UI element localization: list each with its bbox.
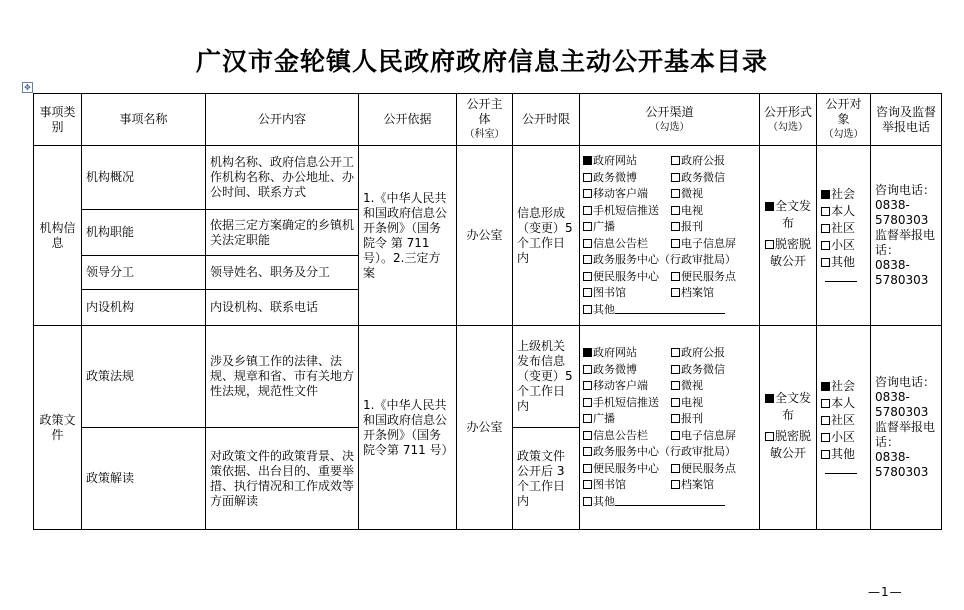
basis-cell: 1.《中华人民共和国政府信息公开条例》（国务院令第 711 号） [359,326,457,530]
target-label: 社区 [831,412,856,427]
item-name: 机构概况 [82,146,206,210]
checkbox-icon[interactable] [583,398,592,407]
checkbox-icon[interactable] [671,480,680,489]
contact-cell [871,146,942,326]
checkbox-icon[interactable] [671,239,680,248]
checked-box-icon[interactable] [583,156,592,165]
channel-option[interactable] [671,153,753,170]
checkbox-icon[interactable] [583,431,592,440]
form-cell [760,326,817,530]
page-number: —1— [868,585,903,599]
channel-label: 政务服务中心（行政审批局） [593,253,736,266]
channel-option[interactable] [671,428,753,445]
target-label: 其他 [831,446,856,461]
category-cell: 政策文件 [34,326,82,530]
item-content: 涉及乡镇工作的法律、法规、规章和省、市有关地方性法规，规范性文件 [206,326,359,428]
channel-option[interactable] [583,236,671,253]
channel-label: 政府网站 [593,154,637,167]
channel-option[interactable] [671,285,753,302]
header-content: 公开内容 [206,94,359,146]
header-subject-sub: （科室） [464,129,505,140]
target-label: 社会 [831,186,856,201]
target-options [821,186,866,286]
disclosure-table [33,93,942,530]
channel-option[interactable] [583,153,671,170]
header-target [817,94,871,146]
channel-option[interactable] [583,203,671,220]
item-name: 政策法规 [82,326,206,428]
time-cell: 政策文件公开后 3 个工作日内 [513,428,580,530]
channel-label: 电子信息屏 [681,428,736,442]
channel-option[interactable] [583,461,671,478]
header-subject-label: 公开主体 [466,97,503,126]
checkbox-icon[interactable] [583,464,592,473]
header-form [760,94,817,146]
checkbox-icon[interactable] [671,365,680,374]
channel-option[interactable] [671,170,753,187]
channel-label: 广播 [593,412,615,425]
target-options [821,378,866,478]
consult-label: 咨询电话： [875,183,936,197]
checkbox-icon[interactable] [671,189,680,198]
target-label: 其他 [831,254,856,269]
channel-option[interactable] [583,378,671,395]
channel-label: 档案馆 [681,478,714,491]
channel-label: 手机短信推送 [593,203,659,217]
item-name: 内设机构 [82,290,206,326]
checkbox-icon[interactable] [583,255,592,264]
blank-line [825,463,857,474]
channel-option[interactable] [671,477,753,494]
channel-option[interactable] [671,203,753,220]
form-options [764,198,812,270]
checkbox-icon[interactable] [671,348,680,357]
target-option[interactable] [821,203,866,220]
target-option[interactable] [821,412,866,429]
item-content: 机构名称、政府信息公开工作机构名称、办公地址、办公时间、联系方式 [206,146,359,210]
target-label: 社会 [831,378,856,393]
item-name: 机构职能 [82,210,206,256]
channel-option[interactable] [583,494,753,511]
category-cell: 机构信息 [34,146,82,326]
checkbox-icon[interactable] [821,399,830,408]
channel-option[interactable] [583,219,671,236]
channel-label: 报刊 [681,412,703,425]
channel-label: 政府公报 [681,154,725,167]
channel-option[interactable] [583,302,753,319]
channel-label: 信息公告栏 [593,428,648,442]
channel-option[interactable] [671,378,753,395]
header-time: 公开时限 [513,94,580,146]
basis-cell: 1.《中华人民共和国政府信息公开条例》（国务院令 第 711 号）。2.三定方案 [359,146,457,326]
target-label: 社区 [831,220,856,235]
target-option[interactable] [821,378,866,395]
header-channel-label: 公开渠道 [645,104,694,119]
target-label: 本人 [831,203,856,218]
checkbox-icon[interactable] [821,207,830,216]
channel-option[interactable] [583,477,671,494]
target-option[interactable] [821,254,866,271]
channel-option[interactable] [583,285,671,302]
channel-option[interactable] [671,219,753,236]
channel-option[interactable] [671,269,753,286]
channel-option[interactable] [583,362,671,379]
channel-list [583,153,756,318]
channel-label: 报刊 [681,220,703,233]
header-contact: 咨询及监督举报电话 [871,94,942,146]
header-channel-sub: （勾选） [649,121,690,133]
time-cell: 信息形成（变更）5 个工作日内 [513,146,580,326]
channel-label: 政府网站 [593,346,637,359]
checkbox-icon[interactable] [583,206,592,215]
target-option[interactable] [821,237,866,254]
channel-label: 移动客户端 [593,187,648,200]
channel-label: 电视 [681,395,703,409]
header-target-sub: （勾选） [823,129,864,140]
item-name: 政策解读 [82,428,206,530]
target-cell [817,326,871,530]
item-content: 内设机构、联系电话 [206,290,359,326]
checkbox-icon[interactable] [583,447,592,456]
form-label: 全文发布 [774,198,811,230]
form-options [764,390,812,462]
target-cell [817,146,871,326]
target-option[interactable] [821,395,866,412]
channel-option[interactable] [583,411,671,428]
subject-cell: 办公室 [457,326,513,530]
checkbox-icon[interactable] [821,241,830,250]
channel-label: 便民服务中心 [593,461,659,475]
checkbox-icon[interactable] [821,224,830,233]
channel-label: 微视 [681,187,703,200]
checkbox-icon[interactable] [583,222,592,231]
target-option[interactable] [821,446,866,463]
channel-label: 微视 [681,379,703,392]
form-option[interactable] [764,428,812,462]
checkbox-icon[interactable] [821,450,830,459]
checkbox-icon[interactable] [583,480,592,489]
channel-label: 政务微信 [681,170,725,184]
checkbox-icon[interactable] [583,272,592,281]
channel-label: 移动客户端 [593,379,648,392]
channel-option[interactable] [583,170,671,187]
checkbox-icon[interactable] [583,381,592,390]
channel-label: 政务微信 [681,362,725,376]
checked-box-icon[interactable] [765,202,774,211]
channel-label: 其他 [593,302,615,316]
channel-label: 广播 [593,220,615,233]
checkbox-icon[interactable] [583,239,592,248]
checkbox-icon[interactable] [671,222,680,231]
channel-option[interactable] [583,345,671,362]
checkbox-icon[interactable] [671,272,680,281]
checkbox-icon[interactable] [583,189,592,198]
channel-label: 图书馆 [593,478,626,491]
checkbox-icon[interactable] [671,414,680,423]
subject-cell: 办公室 [457,146,513,326]
channel-label: 便民服务点 [681,461,736,475]
channel-option[interactable] [671,186,753,203]
channel-cell [580,326,760,530]
form-option[interactable] [764,390,812,424]
channel-label: 便民服务中心 [593,269,659,283]
checkbox-icon[interactable] [671,398,680,407]
channel-option[interactable] [671,345,753,362]
report-label: 监督举报电话： [875,420,936,449]
checkbox-icon[interactable] [671,156,680,165]
channel-label: 政务微博 [593,362,637,376]
item-name: 领导分工 [82,256,206,290]
checkbox-icon[interactable] [821,258,830,267]
channel-option[interactable] [583,395,671,412]
channel-label: 政务微博 [593,170,637,184]
item-content: 对政策文件的政策背景、决策依据、出台目的、重要举措、执行情况和工作成效等方面解读 [206,428,359,530]
checked-box-icon[interactable] [821,190,830,199]
consult-number: 0838-5780303 [875,198,929,227]
checkbox-icon[interactable] [765,240,774,249]
header-form-sub: （勾选） [768,121,808,133]
checkbox-icon[interactable] [583,305,592,314]
checkbox-icon[interactable] [583,288,592,297]
target-option[interactable] [821,186,866,203]
form-option[interactable] [764,236,812,270]
report-number: 0838-5780303 [875,258,929,287]
consult-number: 0838-5780303 [875,390,929,419]
channel-option[interactable] [671,362,753,379]
checkbox-icon[interactable] [765,432,774,441]
checkbox-icon[interactable] [583,497,592,506]
report-number: 0838-5780303 [875,450,929,479]
contact-cell [871,326,942,530]
channel-label: 政府公报 [681,346,725,359]
checkbox-icon[interactable] [671,431,680,440]
channel-option[interactable] [671,411,753,428]
channel-list [583,345,756,510]
form-label: 脱密脱敏公开 [769,428,811,460]
checkbox-icon[interactable] [821,416,830,425]
checkbox-icon[interactable] [671,173,680,182]
header-subject [457,94,513,146]
consult-label: 咨询电话： [875,375,936,389]
header-name: 事项名称 [82,94,206,146]
header-category: 事项类别 [34,94,82,146]
checkbox-icon[interactable] [583,414,592,423]
channel-option[interactable] [583,252,753,269]
form-option[interactable] [764,198,812,232]
channel-option[interactable] [671,236,753,253]
document-title: 广汉市金轮镇人民政府政府信息主动公开基本目录 [195,47,768,76]
checked-box-icon[interactable] [765,394,774,403]
channel-label: 其他 [593,494,615,508]
item-content: 领导姓名、职务及分工 [206,256,359,290]
checked-box-icon[interactable] [583,348,592,357]
channel-option[interactable] [583,428,671,445]
channel-label: 档案馆 [681,286,714,299]
header-basis: 公开依据 [359,94,457,146]
channel-option[interactable] [583,444,753,461]
header-form-label: 公开形式 [764,104,813,119]
form-label: 脱密脱敏公开 [769,236,811,268]
channel-option[interactable] [671,461,753,478]
checkbox-icon[interactable] [671,206,680,215]
checkbox-icon[interactable] [671,464,680,473]
blank-line [615,494,725,506]
target-option[interactable] [821,220,866,237]
form-label: 全文发布 [774,390,811,422]
channel-option[interactable] [583,186,671,203]
target-label: 小区 [831,237,856,252]
table-move-icon[interactable]: ✥ [22,82,33,93]
channel-label: 手机短信推送 [593,395,659,409]
report-label: 监督举报电话： [875,228,936,257]
form-cell [760,146,817,326]
checkbox-icon[interactable] [671,288,680,297]
item-content: 依据三定方案确定的乡镇机关法定职能 [206,210,359,256]
target-label: 小区 [831,429,856,444]
target-label: 本人 [831,395,856,410]
channel-label: 政务服务中心（行政审批局） [593,445,736,458]
blank-line [615,302,725,314]
checkbox-icon[interactable] [583,365,592,374]
header-target-label: 公开对象 [825,97,862,126]
checked-box-icon[interactable] [821,382,830,391]
blank-line [825,271,857,282]
channel-label: 图书馆 [593,286,626,299]
checkbox-icon[interactable] [821,433,830,442]
checkbox-icon[interactable] [583,173,592,182]
channel-label: 便民服务点 [681,269,736,283]
channel-cell [580,146,760,326]
checkbox-icon[interactable] [671,381,680,390]
channel-label: 电子信息屏 [681,236,736,250]
channel-option[interactable] [671,395,753,412]
channel-label: 电视 [681,203,703,217]
target-option[interactable] [821,429,866,446]
channel-label: 信息公告栏 [593,236,648,250]
time-cell: 上级机关发布信息（变更）5 个工作日内 [513,326,580,428]
header-channel [580,94,760,146]
channel-option[interactable] [583,269,671,286]
